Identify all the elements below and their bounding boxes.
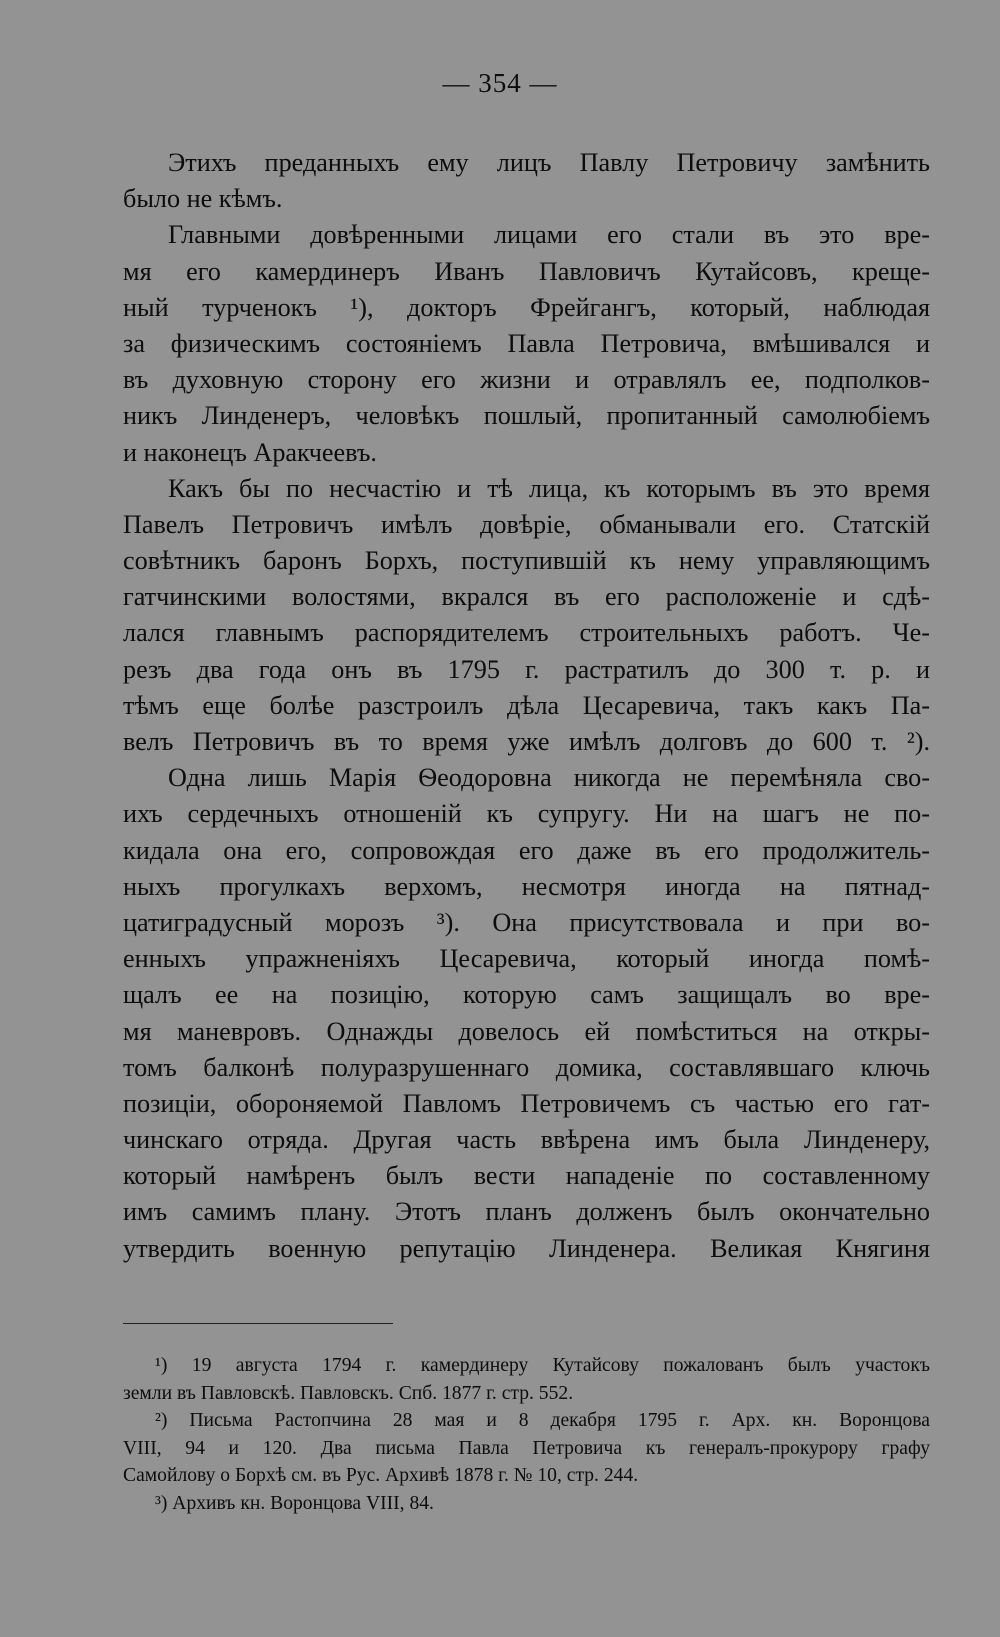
text-line: енныхъ упражненіяхъ Цесаревича, который иногда помѣ- xyxy=(123,944,930,974)
text-line: Павелъ Петровичъ имѣлъ довѣріе, обманывали его. Статскій xyxy=(123,509,930,539)
text-line: было не кѣмъ. xyxy=(123,184,283,214)
text-line: велъ Петровичъ въ то время уже имѣлъ долговъ до 600 т. ²). xyxy=(123,727,930,756)
footnote-line: ³) Архивъ кн. Воронцова VIII, 84. xyxy=(155,1492,434,1514)
text-line: тѣмъ еще болѣе разстроилъ дѣла Цесаревича, такъ какъ Па- xyxy=(123,690,930,720)
text-line: лался главнымъ распорядителемъ строительныхъ работъ. Че- xyxy=(123,618,930,648)
text-line: который намѣренъ былъ вести нападеніе по составленному xyxy=(123,1161,930,1191)
footnote-line: Самойлову о Борхѣ см. въ Рус. Архивѣ 1878 г. № 10, стр. 244. xyxy=(123,1465,639,1486)
text-line: ный турченокъ ¹), докторъ Фрейгангъ, который, наблюдая xyxy=(123,292,930,322)
text-line: позиціи, обороняемой Павломъ Петровичемъ съ частью его гат- xyxy=(123,1088,930,1118)
page-number: — 354 — xyxy=(442,68,558,98)
footnotes xyxy=(123,1352,930,1517)
footnote-line: VIII, 94 и 120. Два письма Павла Петровича къ генералъ-прокурору графу xyxy=(123,1437,930,1459)
text-line: въ духовную сторону его жизни и отравлялъ ее, подполков- xyxy=(123,365,930,395)
text-line: за физическимъ состояніемъ Павла Петровича, вмѣшивался и xyxy=(123,328,930,358)
text-line: имъ самимъ плану. Этотъ планъ долженъ былъ окончательно xyxy=(123,1197,930,1227)
text-line: совѣтникъ баронъ Борхъ, поступившій къ нему управляющимъ xyxy=(123,546,930,576)
text-line: кидала она его, сопровождая его даже въ его продолжитель- xyxy=(123,835,930,865)
text-line: ихъ сердечныхъ отношеній къ супругу. Ни на шагъ не по- xyxy=(123,799,930,829)
text-line: резъ два года онъ въ 1795 г. растратилъ до 300 т. р. и xyxy=(123,654,930,684)
footnote-divider xyxy=(123,1323,393,1324)
text-line: мя его камердинеръ Иванъ Павловичъ Кутайсовъ, креще- xyxy=(123,256,930,286)
text-line: гатчинскими волостями, вкрался въ его расположеніе и сдѣ- xyxy=(123,582,930,612)
text-line: никъ Линденеръ, человѣкъ пошлый, пропитанный самолюбіемъ xyxy=(123,401,930,431)
text-line: Главными довѣренными лицами его стали въ это вре- xyxy=(168,220,930,250)
text-line: томъ балконѣ полуразрушеннаго домика, составлявшаго ключь xyxy=(123,1052,930,1082)
text-line: мя маневровъ. Однажды довелось ей помѣститься на откры- xyxy=(123,1016,930,1046)
text-line: Одна лишь Марія Ѳеодоровна никогда не перемѣняла сво- xyxy=(168,763,930,793)
text-line: цатиградусный морозъ ³). Она присутствовала и при во- xyxy=(123,907,930,937)
text-line: чинскаго отряда. Другая часть ввѣрена имъ была Линденеру, xyxy=(123,1125,930,1155)
text-line: и наконецъ Аракчеевъ. xyxy=(123,437,377,467)
text-line: утвердить военную репутацію Линденера. Великая Княгиня xyxy=(123,1233,930,1263)
text-line: Какъ бы по несчастію и тѣ лица, къ которымъ въ это время xyxy=(168,473,930,503)
text-line: Этихъ преданныхъ ему лицъ Павлу Петровичу замѣнить xyxy=(168,148,930,177)
text-line: щалъ ее на позицію, которую самъ защищалъ во вре- xyxy=(123,980,930,1010)
main-text xyxy=(123,145,930,1267)
footnote-line: земли въ Павловскѣ. Павловскъ. Спб. 1877 г. стр. 552. xyxy=(123,1382,574,1404)
text-line: ныхъ прогулкахъ верхомъ, несмотря иногда на пятнад- xyxy=(123,871,930,901)
footnote-line: ²) Письма Растопчина 28 мая и 8 декабря 1795 г. Арх. кн. Воронцова xyxy=(155,1410,930,1431)
footnote-line: ¹) 19 августа 1794 г. камердинеру Кутайсову пожалованъ былъ участокъ xyxy=(155,1355,930,1376)
